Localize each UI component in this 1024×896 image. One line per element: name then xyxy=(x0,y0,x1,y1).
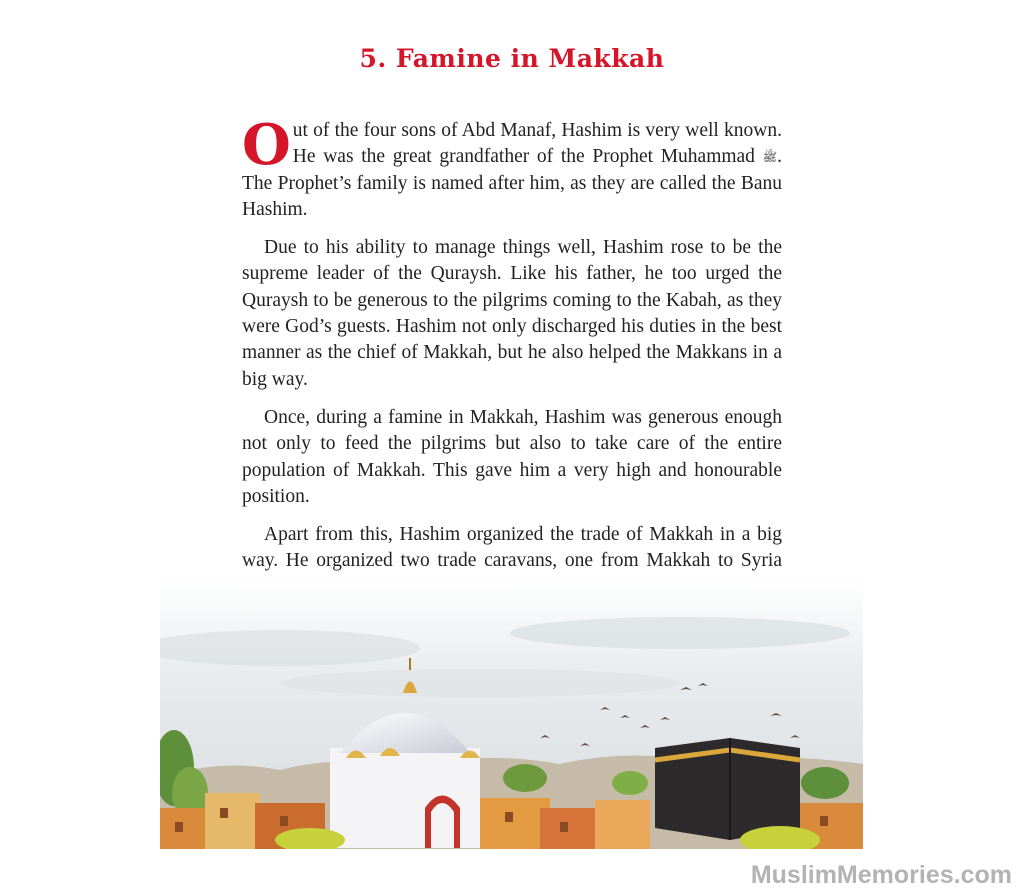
watermark: MuslimMemories.com xyxy=(750,861,1012,889)
salla-symbol: ﷺ xyxy=(762,150,778,165)
paragraph-1-text: ut of the four sons of Abd Manaf, Hashim is very well known. He was the great grandfather of the Prophet Muhammad xyxy=(292,120,782,168)
makkah-illustration xyxy=(160,578,863,849)
paragraph-4: Apart from this, Hashim organized the trade of Makkah in a big way. He organized two trade caravans, one from Makkah to Syria xyxy=(242,524,782,572)
kaaba xyxy=(655,738,800,840)
page-title: 5. Famine in Makkah xyxy=(359,44,665,73)
paragraph-1-tail: . The Prophet’s family is named after him, as they are called the Banu Hashim. xyxy=(242,146,782,220)
paragraph-3: Once, during a famine in Makkah, Hashim was generous enough not only to feed the pilgrims but also to take care of the entire population of Makkah. This gave him a very high and honourable position. xyxy=(242,406,782,507)
paragraph-1 xyxy=(242,112,782,223)
paragraph-2: Due to his ability to manage things well, Hashim rose to be the supreme leader of the Quraysh. Like his father, he too urged the Quraysh to be generous to the pilgrims coming to the Kabah, as they were God’s guests. Hashim not only discharged his duties in the best manner as the chief of Makkah, but he also helped the Makkans in a big way. xyxy=(242,237,782,390)
body-text xyxy=(242,112,782,613)
drop-cap: O xyxy=(242,112,291,178)
